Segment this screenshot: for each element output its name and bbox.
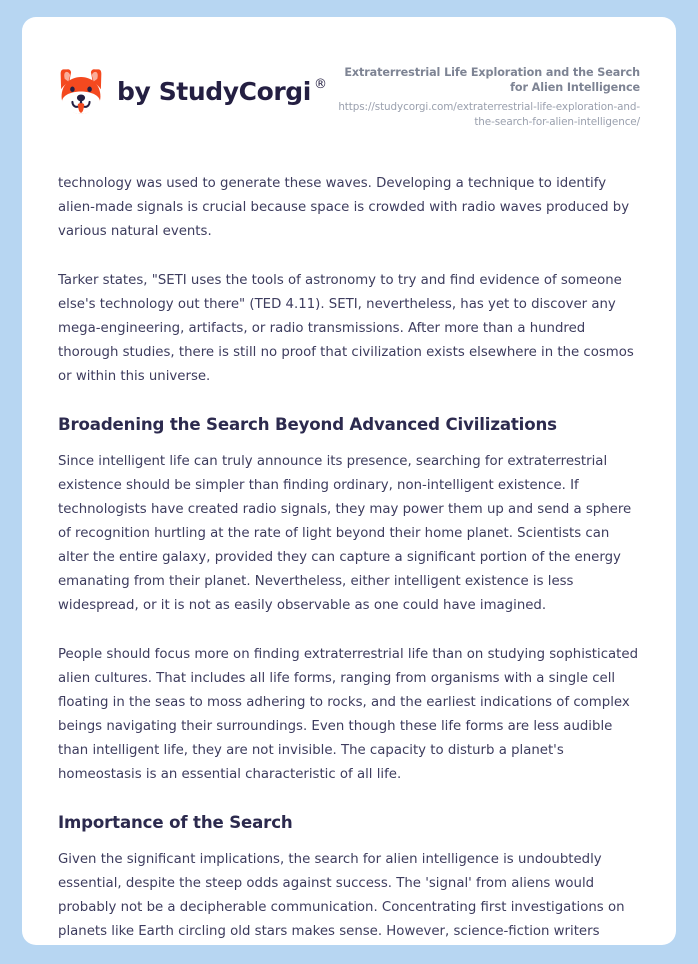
brand-name	[117, 77, 327, 106]
paragraph-3: Since intelligent life can truly announce its presence, searching for extraterrestrial existence should be simpler than finding ordinary, non-intelligent existence. If technologists have created radio signals, they may power them up and send a sphere of recognition hurtling at the rate of light beyond their home planet. Scientists can alter the entire galaxy, provided they can capture a significant portion of the energy emanating from their planet. Nevertheless, either intelligent existence is less widespread, or it is not as easily observable as one could have imagined.	[58, 454, 632, 613]
brand-logo-block[interactable]	[58, 68, 327, 115]
document-meta	[327, 62, 640, 130]
document-title: Extraterrestrial Life Exploration and the Search for Alien Intelligence	[344, 66, 640, 95]
section-heading-1: Broadening the Search Beyond Advanced Civilizations	[58, 415, 557, 435]
document-page-card	[22, 17, 676, 945]
document-url[interactable]: https://studycorgi.com/extraterrestrial-life-exploration-and-the-search-for-alien-intelligence/	[338, 101, 640, 129]
document-header	[22, 17, 676, 130]
registered-trademark-icon: ®	[313, 77, 327, 92]
corgi-logo-icon	[58, 68, 104, 115]
section-heading-2: Importance of the Search	[58, 813, 293, 832]
paragraph-5: Given the significant implications, the search for alien intelligence is undoubtedly essential, despite the steep odds against success. The 'signal' from aliens would probably not be a decipherable communication. Concentrating first investigations on planets like Earth circling old stars makes sense. However, science-fiction writers	[58, 851, 625, 939]
document-body	[22, 172, 676, 943]
section-broadening-the-search	[58, 414, 640, 787]
paragraph-1: technology was used to generate these waves. Developing a technique to identify alien-made signals is crucial because space is crowded with radio waves produced by various natural events.	[58, 176, 630, 240]
brand-name-text: by StudyCorgi	[117, 77, 311, 106]
paragraph-4: People should focus more on finding extraterrestrial life than on studying sophisticated alien cultures. That includes all life forms, ranging from organisms with a single cell floating in the seas to moss adhering to rocks, and the earliest indications of complex beings navigating their surroundings. Even though these life forms are less audible than intelligent life, they are not invisible. The capacity to disturb a planet's homeostasis is an essential characteristic of all life.	[58, 647, 639, 782]
section-importance-of-the-search	[58, 812, 640, 944]
paragraph-2: Tarker states, "SETI uses the tools of astronomy to try and find evidence of someone else's technology out there" (TED 4.11). SETI, nevertheless, has yet to discover any mega-engineering, artifacts, or radio transmissions. After more than a hundred thorough studies, there is still no proof that civilization exists elsewhere in the cosmos or within this universe.	[58, 273, 634, 385]
